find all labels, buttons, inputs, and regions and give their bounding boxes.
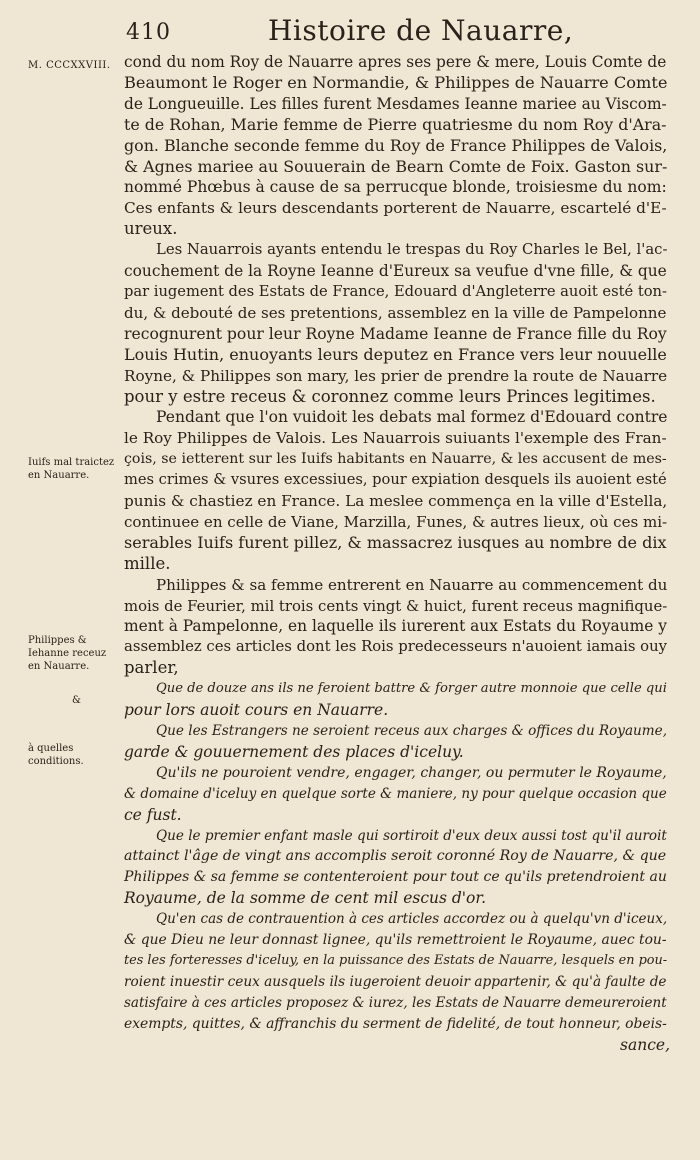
text-line: Les Nauarrois ayants entendu le trespas du Roy Charles le Bel, l'ac- bbox=[156, 241, 668, 259]
text-line: pour y estre receus & coronnez comme leurs Princes legitimes. bbox=[124, 386, 656, 406]
text-line: Pendant que l'on vuidoit les debats mal formez d'Edouard contre bbox=[156, 408, 668, 427]
text-line: & Agnes mariee au Souuerain de Bearn Comte de Foix. Gaston sur- bbox=[124, 156, 668, 176]
text-line: de Longueuille. Les filles furent Mesdames Ieanne mariee au Viscom- bbox=[124, 94, 667, 113]
page-number: 410 bbox=[126, 20, 171, 45]
text-line: ureux. bbox=[124, 219, 178, 239]
text-line: assemblez ces articles dont les Rois predecesseurs n'auoient iamais ouy bbox=[124, 638, 667, 656]
article-line: Que de douze ans ils ne feroient battre & forger autre monnoie que celle qui bbox=[156, 681, 667, 697]
text-line: çois, se ietterent sur les Iuifs habitants en Nauarre, & les accusent de mes- bbox=[124, 451, 667, 468]
text-line: nommé Phœbus à cause de sa perrucque blonde, troisiesme du nom: bbox=[124, 178, 667, 197]
running-title: Histoire de Nauarre, bbox=[268, 14, 574, 47]
margin-note: Philippes & Iehanne receuz en Nauarre. bbox=[28, 635, 107, 672]
article-line: Que les Estrangers ne seroient receus aux charges & offices du Royaume, bbox=[156, 723, 668, 739]
article-line: pour lors auoit cours en Nauarre. bbox=[124, 701, 389, 720]
margin-note: & bbox=[72, 695, 81, 706]
article-line: attainct l'âge de vingt ans accomplis seroit coronné Roy de Nauarre, & que bbox=[124, 848, 667, 865]
text-line: mille. bbox=[124, 553, 171, 573]
text-line: Ces enfants & leurs descendants porterent de Nauarre, escartelé d'E- bbox=[124, 199, 667, 218]
text-line: punis & chastiez en France. La meslee commença en la ville d'Estella, bbox=[124, 492, 668, 511]
main-text bbox=[124, 52, 670, 1056]
text-line: mois de Feurier, mil trois cents vingt & huict, furent receus magnifique- bbox=[124, 596, 668, 615]
text-line: couchement de la Royne Ieanne d'Eureux sa veufue d'vne fille, & que bbox=[124, 262, 667, 281]
text-line: Louis Hutin, enuoyants leurs deputez en France vers leur nouuelle bbox=[124, 344, 667, 364]
article-line: Philippes & sa femme se contenteroient pour tout ce qu'ils pretendroient au bbox=[124, 869, 667, 886]
text-line: parler, bbox=[124, 658, 179, 678]
article-line: satisfaire à ces articles proposez & iurez, les Estats de Nauarre demeureroient bbox=[124, 994, 667, 1011]
text-line: mes crimes & vsures excessiues, pour expiation desquels ils auoient esté bbox=[124, 471, 667, 489]
article-line: exempts, quittes, & affranchis du serment de fidelité, de tout honneur, obeis- bbox=[124, 1015, 667, 1032]
text-line: du, & debouté de ses pretentions, assemblez en la ville de Pampelonne bbox=[124, 303, 667, 322]
article-line: garde & gouuernement des places d'iceluy. bbox=[124, 742, 464, 761]
article-line: Que le premier enfant masle qui sortiroit d'eux deux aussi tost qu'il auroit bbox=[156, 827, 667, 844]
margin-year-note: M. CCCXXVIII. bbox=[28, 60, 111, 71]
article-line: & que Dieu ne leur donnast lignee, qu'ils remettroient le Royaume, auec tou- bbox=[124, 932, 667, 949]
article-line: ce fust. bbox=[124, 805, 182, 824]
catchword: sance, bbox=[620, 1035, 670, 1054]
margin-note: Iuifs mal traictez en Nauarre. bbox=[28, 457, 115, 481]
text-line: le Roy Philippes de Valois. Les Nauarrois suiuants l'exemple des Fran- bbox=[124, 429, 667, 448]
text-line: recognurent pour leur Royne Madame Ieanne de France fille du Roy bbox=[124, 324, 667, 343]
text-line: gon. Blanche seconde femme du Roy de France Philippes de Valois, bbox=[124, 135, 668, 155]
text-line: ment à Pampelonne, en laquelle ils iurerent aux Estats du Royaume y bbox=[124, 617, 667, 636]
article-line: Qu'ils ne pouroient vendre, engager, changer, ou permuter le Royaume, bbox=[156, 764, 667, 781]
text-line: serables Iuifs furent pillez, & massacrez iusques au nombre de dix bbox=[124, 532, 667, 552]
text-line: par iugement des Estats de France, Edouard d'Angleterre auoit esté ton- bbox=[124, 282, 667, 300]
text-line: Royne, & Philippes son mary, les prier de prendre la route de Nauarre bbox=[124, 366, 668, 385]
article-line: roient inuestir ceux ausquels ils iugeroient deuoir appartenir, & qu'à faulte de bbox=[124, 973, 667, 990]
text-line: continuee en celle de Viane, Marzilla, Funes, & autres lieux, où ces mi- bbox=[124, 512, 668, 531]
text-line: cond du nom Roy de Nauarre apres ses pere & mere, Louis Comte de bbox=[124, 53, 667, 71]
text-line: Beaumont le Roger en Normandie, & Philippes de Nauarre Comte bbox=[124, 72, 668, 92]
article-line: tes les forteresses d'iceluy, en la puissance des Estats de Nauarre, lesquels en pou- bbox=[124, 952, 668, 968]
article-line: Royaume, de la somme de cent mil escus d'or. bbox=[124, 889, 487, 908]
margin-note: à quelles conditions. bbox=[28, 743, 84, 767]
text-line: te de Rohan, Marie femme de Pierre quatriesme du nom Roy d'Ara- bbox=[124, 114, 667, 134]
article-line: Qu'en cas de contrauention à ces articles accordez ou à quelqu'vn d'iceux, bbox=[156, 911, 668, 928]
text-line: Philippes & sa femme entrerent en Nauarre au commencement du bbox=[156, 575, 668, 594]
article-line: & domaine d'iceluy en quelque sorte & maniere, ny pour quelque occasion que bbox=[124, 785, 667, 802]
